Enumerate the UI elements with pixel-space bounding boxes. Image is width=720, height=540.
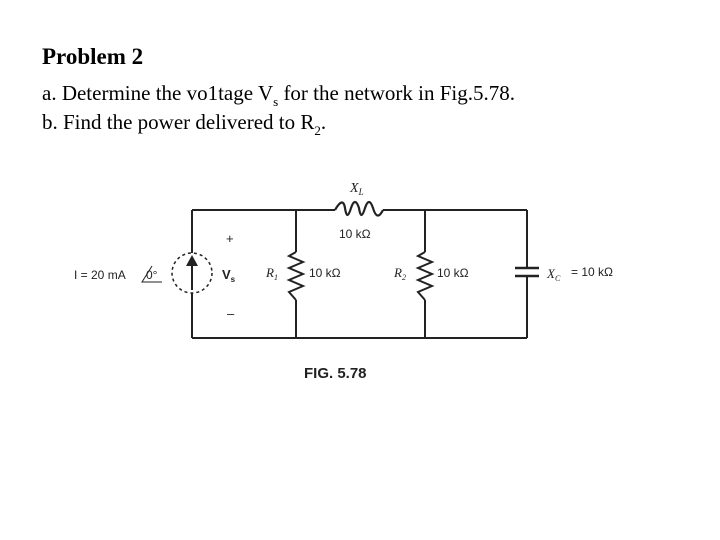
part-b-suffix: .	[320, 110, 327, 134]
part-a-subscript: s	[273, 94, 279, 109]
source-label: I = 20 mA	[74, 268, 126, 282]
part-b-prefix: b. Find the power delivered to R	[42, 110, 315, 134]
xc-value: = 10 kΩ	[571, 265, 613, 279]
vs-label: $V_s$	[222, 267, 236, 284]
xl-label: $X_L$	[350, 181, 364, 197]
current-source-icon	[172, 253, 212, 293]
vs-minus: –	[227, 306, 235, 321]
xc-label: $X_C$	[547, 266, 561, 283]
r2-label: $R_2$	[394, 265, 406, 282]
part-b-subscript: 2	[314, 123, 321, 138]
xl-value: 10 kΩ	[339, 227, 371, 241]
part-a-prefix: a. Determine the vo1tage V	[42, 81, 274, 105]
figure-caption: FIG. 5.78	[304, 365, 367, 382]
vs-plus: +	[226, 231, 234, 246]
inductor-coil-icon	[335, 202, 383, 216]
part-a-suffix: for the network in Fig.5.78.	[278, 81, 515, 105]
r1-label: $R_1$	[266, 265, 278, 282]
r2-resistor-icon	[418, 252, 432, 300]
source-angle: 0°	[146, 268, 158, 282]
capacitor-icon	[515, 268, 539, 276]
problem-title: Problem 2	[42, 44, 144, 69]
r1-resistor-icon	[289, 252, 303, 300]
r2-value: 10 kΩ	[437, 266, 469, 280]
r1-value: 10 kΩ	[309, 266, 341, 280]
